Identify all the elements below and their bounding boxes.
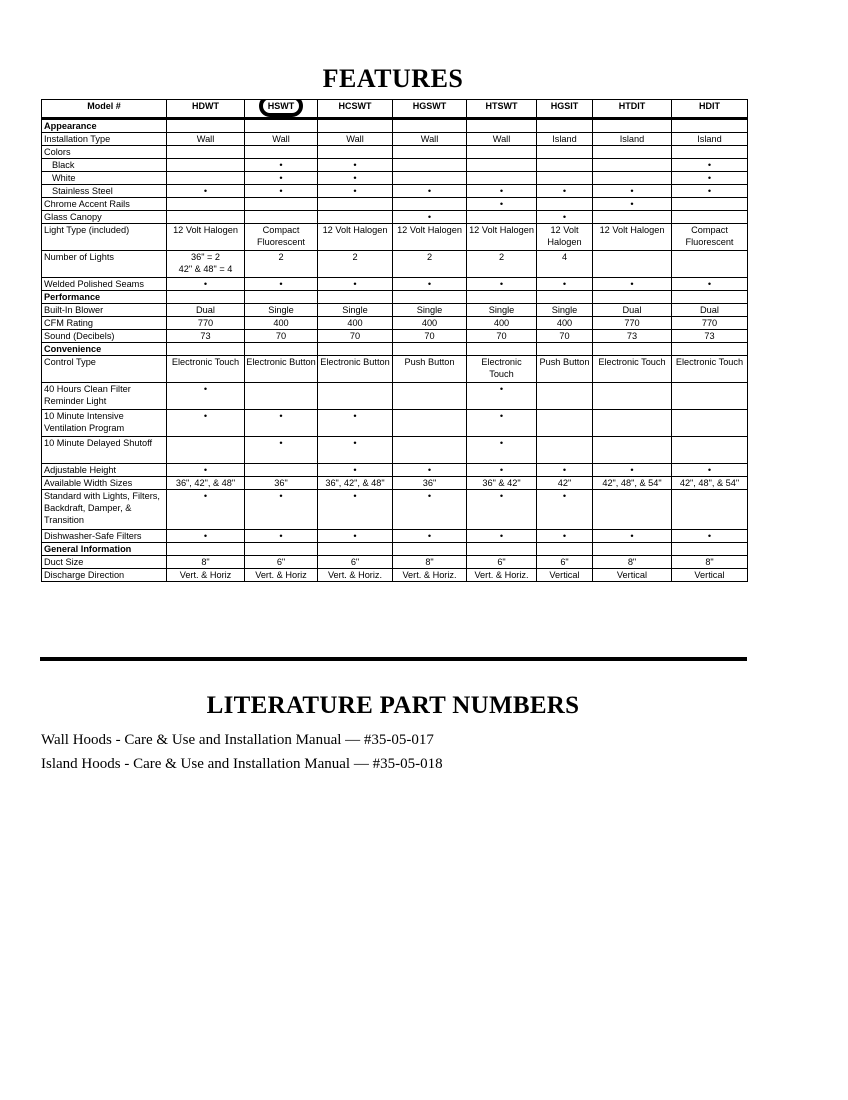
table-cell: 73 — [593, 330, 672, 343]
table-cell: • — [467, 278, 537, 291]
table-cell: • — [593, 464, 672, 477]
table-cell — [318, 211, 393, 224]
table-cell — [245, 119, 318, 133]
table-cell: 2 — [393, 251, 467, 278]
table-cell — [672, 383, 748, 410]
table-cell: • — [672, 185, 748, 198]
table-cell — [245, 146, 318, 159]
table-cell: 36" — [393, 477, 467, 490]
table-cell — [245, 383, 318, 410]
table-cell — [672, 410, 748, 437]
table-cell: • — [467, 490, 537, 530]
header-hdit: HDIT — [672, 100, 748, 119]
table-cell: • — [593, 185, 672, 198]
table-cell: 36" — [245, 477, 318, 490]
header-hcswt: HCSWT — [318, 100, 393, 119]
table-cell — [467, 172, 537, 185]
table-cell: 400 — [318, 317, 393, 330]
row-label: 10 Minute Intensive Ventilation Program — [42, 410, 167, 437]
header-hdwt: HDWT — [167, 100, 245, 119]
table-cell — [672, 343, 748, 356]
table-cell: 2 — [245, 251, 318, 278]
table-row — [42, 198, 748, 211]
row-label: CFM Rating — [42, 317, 167, 330]
table-cell: • — [167, 530, 245, 543]
row-label: Available Width Sizes — [42, 477, 167, 490]
table-row — [42, 556, 748, 569]
table-cell: 70 — [245, 330, 318, 343]
table-cell — [167, 211, 245, 224]
row-label: Adjustable Height — [42, 464, 167, 477]
table-cell: • — [467, 464, 537, 477]
table-cell: • — [393, 278, 467, 291]
table-cell: Single — [318, 304, 393, 317]
header-hgsit: HGSIT — [537, 100, 593, 119]
row-label: Discharge Direction — [42, 569, 167, 582]
row-label: Glass Canopy — [42, 211, 167, 224]
table-cell: Wall — [467, 133, 537, 146]
table-cell — [672, 119, 748, 133]
table-cell: • — [245, 278, 318, 291]
table-cell — [593, 172, 672, 185]
table-cell — [593, 251, 672, 278]
row-label: Standard with Lights, Filters, Backdraft, Damper, & Transition — [42, 490, 167, 530]
table-cell: • — [672, 464, 748, 477]
table-cell: Compact Fluorescent — [245, 224, 318, 251]
table-cell: • — [245, 172, 318, 185]
table-cell: • — [537, 211, 593, 224]
table-cell: Compact Fluorescent — [672, 224, 748, 251]
literature-title: LITERATURE PART NUMBERS — [206, 692, 580, 719]
table-row — [42, 330, 748, 343]
table-cell — [318, 543, 393, 556]
row-label: 40 Hours Clean Filter Reminder Light — [42, 383, 167, 410]
table-cell — [167, 172, 245, 185]
table-row — [42, 437, 748, 464]
table-cell — [393, 146, 467, 159]
table-cell — [318, 146, 393, 159]
table-cell — [537, 383, 593, 410]
table-cell: Vert. & Horiz — [167, 569, 245, 582]
table-cell: • — [245, 410, 318, 437]
table-row — [42, 251, 748, 278]
table-cell: • — [245, 490, 318, 530]
table-cell — [537, 343, 593, 356]
features-table — [41, 99, 748, 582]
table-row — [42, 464, 748, 477]
table-row — [42, 383, 748, 410]
table-cell: • — [245, 185, 318, 198]
table-cell — [393, 172, 467, 185]
table-cell — [593, 543, 672, 556]
table-cell: • — [593, 198, 672, 211]
table-cell — [245, 198, 318, 211]
table-row — [42, 159, 748, 172]
table-cell — [245, 211, 318, 224]
table-cell — [467, 159, 537, 172]
table-cell: 6" — [467, 556, 537, 569]
table-cell — [167, 159, 245, 172]
table-cell: 4 — [537, 251, 593, 278]
table-cell — [393, 343, 467, 356]
table-cell: Electronic Touch — [467, 356, 537, 383]
table-cell: Vertical — [537, 569, 593, 582]
table-cell — [593, 291, 672, 304]
table-row — [42, 304, 748, 317]
table-cell — [593, 211, 672, 224]
table-cell: 2 — [467, 251, 537, 278]
row-label: Duct Size — [42, 556, 167, 569]
literature-line-wall: Wall Hoods - Care & Use and Installation Manual — #35-05-017 — [41, 732, 434, 748]
table-cell: 6" — [537, 556, 593, 569]
row-label: Performance — [42, 291, 167, 304]
table-cell — [393, 437, 467, 464]
table-cell: Vert. & Horiz. — [393, 569, 467, 582]
table-cell: Single — [393, 304, 467, 317]
table-cell — [672, 251, 748, 278]
table-cell — [318, 119, 393, 133]
table-cell: Electronic Button — [245, 356, 318, 383]
table-row — [42, 490, 748, 530]
table-cell: Island — [593, 133, 672, 146]
table-cell: • — [318, 530, 393, 543]
table-cell — [593, 343, 672, 356]
table-cell: • — [167, 185, 245, 198]
table-cell: • — [672, 278, 748, 291]
table-cell — [672, 543, 748, 556]
table-cell: 12 Volt Halogen — [467, 224, 537, 251]
table-cell: 770 — [167, 317, 245, 330]
table-cell: • — [537, 464, 593, 477]
row-label: Convenience — [42, 343, 167, 356]
table-cell: • — [318, 278, 393, 291]
table-cell: 42" — [537, 477, 593, 490]
table-cell: • — [318, 185, 393, 198]
row-label: White — [42, 172, 167, 185]
table-row — [42, 317, 748, 330]
table-cell — [318, 383, 393, 410]
table-row — [42, 477, 748, 490]
table-cell — [467, 146, 537, 159]
table-cell: 770 — [672, 317, 748, 330]
table-cell: 73 — [672, 330, 748, 343]
table-cell: 400 — [245, 317, 318, 330]
table-cell: • — [245, 159, 318, 172]
table-cell — [167, 198, 245, 211]
table-cell: • — [467, 383, 537, 410]
table-row — [42, 224, 748, 251]
table-cell: • — [593, 278, 672, 291]
features-title: FEATURES — [322, 64, 464, 93]
table-row — [42, 543, 748, 556]
table-cell — [537, 119, 593, 133]
row-label: Number of Lights — [42, 251, 167, 278]
table-cell: 70 — [318, 330, 393, 343]
table-cell: Vertical — [593, 569, 672, 582]
table-cell: • — [393, 185, 467, 198]
table-row — [42, 185, 748, 198]
table-cell: • — [537, 278, 593, 291]
row-label: Built-In Blower — [42, 304, 167, 317]
table-cell — [672, 291, 748, 304]
header-htdit: HTDIT — [593, 100, 672, 119]
table-cell — [672, 437, 748, 464]
table-row — [42, 146, 748, 159]
section-divider — [40, 657, 747, 661]
table-cell — [393, 543, 467, 556]
table-cell: • — [393, 490, 467, 530]
table-cell: Vertical — [672, 569, 748, 582]
table-row — [42, 211, 748, 224]
table-row — [42, 133, 748, 146]
table-cell: 70 — [393, 330, 467, 343]
table-cell — [537, 437, 593, 464]
table-cell: 36", 42", & 48" — [318, 477, 393, 490]
table-cell: Vert. & Horiz. — [318, 569, 393, 582]
table-cell: Electronic Button — [318, 356, 393, 383]
table-cell — [672, 211, 748, 224]
table-cell: 36", 42", & 48" — [167, 477, 245, 490]
table-cell — [672, 198, 748, 211]
table-row — [42, 569, 748, 582]
table-row — [42, 343, 748, 356]
table-cell: Electronic Touch — [167, 356, 245, 383]
circled-model-mark: HSWT — [259, 100, 304, 118]
table-cell: 12 Volt Halogen — [393, 224, 467, 251]
table-cell: Wall — [167, 133, 245, 146]
table-cell: Single — [245, 304, 318, 317]
table-cell — [593, 159, 672, 172]
table-cell: Electronic Touch — [593, 356, 672, 383]
table-cell — [167, 291, 245, 304]
table-cell: 73 — [167, 330, 245, 343]
table-cell: • — [167, 490, 245, 530]
row-label: Sound (Decibels) — [42, 330, 167, 343]
table-cell — [167, 543, 245, 556]
table-cell: 70 — [537, 330, 593, 343]
table-cell: 8" — [672, 556, 748, 569]
table-cell: • — [593, 530, 672, 543]
table-row — [42, 291, 748, 304]
table-cell — [537, 159, 593, 172]
table-cell — [672, 146, 748, 159]
table-row — [42, 356, 748, 383]
table-cell: • — [467, 198, 537, 211]
table-cell — [167, 437, 245, 464]
table-cell: 12 Volt Halogen — [593, 224, 672, 251]
table-cell: 12 Volt Halogen — [537, 224, 593, 251]
table-cell — [393, 159, 467, 172]
table-cell — [467, 211, 537, 224]
row-label: Welded Polished Seams — [42, 278, 167, 291]
table-cell: 8" — [593, 556, 672, 569]
table-cell: • — [393, 211, 467, 224]
table-cell: Single — [467, 304, 537, 317]
table-cell — [393, 291, 467, 304]
table-cell: 8" — [393, 556, 467, 569]
table-cell: 70 — [467, 330, 537, 343]
table-row — [42, 278, 748, 291]
table-cell: • — [318, 490, 393, 530]
table-cell: • — [537, 185, 593, 198]
row-label: Chrome Accent Rails — [42, 198, 167, 211]
table-row — [42, 530, 748, 543]
table-cell: 8" — [167, 556, 245, 569]
row-label: Black — [42, 159, 167, 172]
table-cell — [318, 291, 393, 304]
table-cell — [537, 146, 593, 159]
table-cell — [167, 146, 245, 159]
table-cell — [593, 383, 672, 410]
table-cell: • — [467, 437, 537, 464]
table-cell: • — [318, 172, 393, 185]
table-cell: • — [318, 410, 393, 437]
row-label: Light Type (included) — [42, 224, 167, 251]
table-cell: • — [167, 464, 245, 477]
table-cell — [537, 291, 593, 304]
table-cell: 36" = 2 42" & 48" = 4 — [167, 251, 245, 278]
table-cell: • — [245, 530, 318, 543]
table-cell: • — [393, 464, 467, 477]
literature-line-island: Island Hoods - Care & Use and Installation Manual — #35-05-018 — [41, 756, 443, 772]
table-cell: Electronic Touch — [672, 356, 748, 383]
table-cell: • — [537, 490, 593, 530]
table-cell: Vert. & Horiz. — [467, 569, 537, 582]
header-hswt — [245, 100, 318, 119]
table-cell: Vert. & Horiz — [245, 569, 318, 582]
table-cell — [593, 146, 672, 159]
header-model: Model # — [42, 100, 167, 119]
table-cell — [245, 291, 318, 304]
table-cell — [167, 119, 245, 133]
table-cell: 6" — [318, 556, 393, 569]
table-cell: • — [672, 172, 748, 185]
table-cell: Single — [537, 304, 593, 317]
table-cell: 12 Volt Halogen — [167, 224, 245, 251]
table-cell: Wall — [245, 133, 318, 146]
table-row — [42, 119, 748, 133]
table-cell — [245, 543, 318, 556]
table-cell — [537, 172, 593, 185]
table-cell: Push Button — [393, 356, 467, 383]
table-cell: • — [467, 185, 537, 198]
table-cell: Wall — [393, 133, 467, 146]
table-cell: Wall — [318, 133, 393, 146]
table-cell: 36" & 42" — [467, 477, 537, 490]
header-hgswt: HGSWT — [393, 100, 467, 119]
table-header-row — [42, 100, 748, 119]
features-table-body — [42, 119, 748, 582]
table-cell — [672, 490, 748, 530]
table-cell: 12 Volt Halogen — [318, 224, 393, 251]
table-cell: • — [393, 530, 467, 543]
table-cell — [537, 198, 593, 211]
table-cell — [393, 410, 467, 437]
table-cell: 400 — [537, 317, 593, 330]
table-cell — [393, 119, 467, 133]
row-label: Colors — [42, 146, 167, 159]
table-cell — [167, 343, 245, 356]
table-row — [42, 172, 748, 185]
table-cell — [537, 410, 593, 437]
table-cell: • — [167, 278, 245, 291]
table-cell: 42", 48", & 54" — [672, 477, 748, 490]
table-cell: 2 — [318, 251, 393, 278]
row-label: Stainless Steel — [42, 185, 167, 198]
table-cell: • — [318, 437, 393, 464]
table-cell: Island — [672, 133, 748, 146]
table-cell — [245, 464, 318, 477]
table-cell — [593, 410, 672, 437]
table-cell: • — [318, 464, 393, 477]
table-cell: 6" — [245, 556, 318, 569]
table-cell — [318, 343, 393, 356]
table-cell: 400 — [393, 317, 467, 330]
table-cell: • — [245, 437, 318, 464]
table-cell: Push Button — [537, 356, 593, 383]
table-cell: • — [672, 530, 748, 543]
table-cell — [593, 437, 672, 464]
row-label: Control Type — [42, 356, 167, 383]
table-row — [42, 410, 748, 437]
table-cell: • — [467, 410, 537, 437]
table-cell: Dual — [672, 304, 748, 317]
table-cell: Island — [537, 133, 593, 146]
table-cell — [467, 119, 537, 133]
row-label: Installation Type — [42, 133, 167, 146]
table-cell: • — [167, 383, 245, 410]
table-cell — [537, 543, 593, 556]
row-label: Appearance — [42, 119, 167, 133]
header-htswt: HTSWT — [467, 100, 537, 119]
table-cell — [593, 490, 672, 530]
table-cell: • — [467, 530, 537, 543]
table-cell: • — [318, 159, 393, 172]
table-cell: • — [537, 530, 593, 543]
table-cell: • — [167, 410, 245, 437]
table-cell: 400 — [467, 317, 537, 330]
table-cell — [318, 198, 393, 211]
row-label: Dishwasher-Safe Filters — [42, 530, 167, 543]
table-cell — [245, 343, 318, 356]
table-cell: 42", 48", & 54" — [593, 477, 672, 490]
table-cell — [467, 343, 537, 356]
table-cell — [593, 119, 672, 133]
table-cell — [467, 543, 537, 556]
table-cell: Dual — [593, 304, 672, 317]
table-cell — [393, 198, 467, 211]
table-cell: Dual — [167, 304, 245, 317]
row-label: 10 Minute Delayed Shutoff — [42, 437, 167, 464]
table-cell: • — [672, 159, 748, 172]
table-cell: 770 — [593, 317, 672, 330]
row-label: General Information — [42, 543, 167, 556]
table-cell — [467, 291, 537, 304]
table-cell — [393, 383, 467, 410]
